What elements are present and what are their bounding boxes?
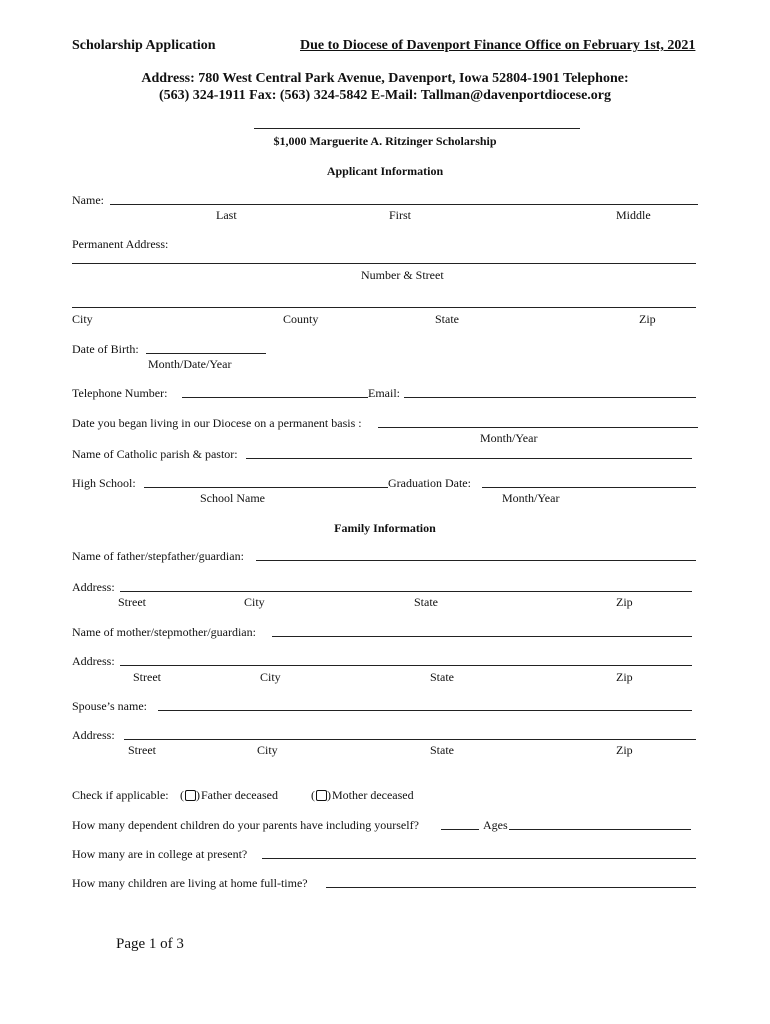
- school-name-label: School Name: [200, 491, 265, 505]
- father-deceased-checkbox[interactable]: [185, 790, 196, 801]
- mother-address-field[interactable]: [120, 665, 692, 666]
- mother-address-label: Address:: [72, 654, 115, 668]
- graduation-date-field[interactable]: [482, 487, 696, 488]
- home-count-label: How many children are living at home full-time?: [72, 876, 308, 890]
- spouse-city-label: City: [257, 743, 278, 757]
- name-label: Name:: [72, 193, 104, 207]
- spouse-name-field[interactable]: [158, 710, 692, 711]
- graduation-format-label: Month/Year: [502, 491, 560, 505]
- city-county-field[interactable]: [72, 307, 696, 308]
- county-label: County: [283, 312, 319, 326]
- city-label: City: [72, 312, 93, 326]
- diocese-date-format-label: Month/Year: [480, 431, 538, 445]
- mother-paren-close: ): [327, 788, 331, 802]
- street-field[interactable]: [72, 263, 696, 264]
- parish-field[interactable]: [246, 458, 692, 459]
- father-address-label: Address:: [72, 580, 115, 594]
- father-name-field[interactable]: [256, 560, 696, 561]
- name-first-label: First: [389, 208, 412, 222]
- father-paren-close: ): [196, 788, 200, 802]
- father-deceased-label: Father deceased: [201, 788, 278, 802]
- page-number: Page 1 of 3: [116, 936, 184, 952]
- spouse-address-field[interactable]: [124, 739, 696, 740]
- mother-zip-label: Zip: [616, 670, 633, 684]
- father-address-field[interactable]: [120, 591, 692, 592]
- name-field[interactable]: [110, 204, 698, 205]
- spouse-name-label: Spouse’s name:: [72, 699, 147, 713]
- name-middle-label: Middle: [616, 208, 651, 222]
- father-name-label: Name of father/stepfather/guardian:: [72, 549, 244, 563]
- dob-format-label: Month/Date/Year: [148, 357, 232, 371]
- spouse-address-label: Address:: [72, 728, 115, 742]
- dob-field[interactable]: [146, 353, 266, 354]
- applicant-heading: Applicant Information: [326, 164, 444, 178]
- father-paren-open: (: [180, 788, 184, 802]
- high-school-field[interactable]: [144, 487, 388, 488]
- family-heading: Family Information: [334, 521, 436, 535]
- ages-field[interactable]: [509, 829, 691, 830]
- mother-deceased-label: Mother deceased: [332, 788, 414, 802]
- mother-state-label: State: [430, 670, 454, 684]
- mother-city-label: City: [260, 670, 281, 684]
- diocese-date-field[interactable]: [378, 427, 698, 428]
- dob-label: Date of Birth:: [72, 342, 139, 356]
- high-school-label: High School:: [72, 476, 136, 490]
- college-count-label: How many are in college at present?: [72, 847, 248, 861]
- zip-label: Zip: [639, 312, 656, 326]
- mother-name-label: Name of mother/stepmother/guardian:: [72, 625, 256, 639]
- email-label: Email:: [368, 386, 400, 400]
- home-count-field[interactable]: [326, 887, 696, 888]
- college-count-field[interactable]: [262, 858, 696, 859]
- permanent-address-label: Permanent Address:: [72, 237, 169, 251]
- spouse-zip-label: Zip: [616, 743, 633, 757]
- address-line-2: (563) 324-1911 Fax: (563) 324-5842 E-Mail: Tallman@davenportdiocese.org: [158, 88, 612, 103]
- name-last-label: Last: [216, 208, 237, 222]
- diocese-date-label: Date you began living in our Diocese on a permanent basis :: [72, 416, 362, 430]
- spouse-state-label: State: [430, 743, 454, 757]
- telephone-field[interactable]: [182, 397, 368, 398]
- father-city-label: City: [244, 595, 265, 609]
- graduation-date-label: Graduation Date:: [388, 476, 471, 490]
- address-line-1: Address: 780 West Central Park Avenue, Davenport, Iowa 52804-1901 Telephone:: [141, 71, 629, 86]
- mother-name-field[interactable]: [272, 636, 692, 637]
- scholarship-line: [254, 128, 580, 129]
- dependents-label: How many dependent children do your parents have including yourself?: [72, 818, 419, 832]
- spouse-street-label: Street: [128, 743, 156, 757]
- state-label: State: [435, 312, 459, 326]
- scholarship-title: $1,000 Marguerite A. Ritzinger Scholarship: [273, 134, 497, 148]
- header-right-title: Due to Diocese of Davenport Finance Office on February 1st, 2021: [300, 38, 696, 53]
- mother-paren-open: (: [311, 788, 315, 802]
- email-field[interactable]: [404, 397, 696, 398]
- number-street-label: Number & Street: [361, 268, 444, 282]
- check-applicable-label: Check if applicable:: [72, 788, 169, 802]
- header-left-title: Scholarship Application: [72, 38, 216, 53]
- dependents-count-field[interactable]: [441, 829, 479, 830]
- parish-label: Name of Catholic parish & pastor:: [72, 447, 238, 461]
- father-street-label: Street: [118, 595, 146, 609]
- ages-label: Ages: [483, 818, 508, 832]
- mother-deceased-checkbox[interactable]: [316, 790, 327, 801]
- father-zip-label: Zip: [616, 595, 633, 609]
- telephone-label: Telephone Number:: [72, 386, 168, 400]
- mother-street-label: Street: [133, 670, 161, 684]
- father-state-label: State: [414, 595, 438, 609]
